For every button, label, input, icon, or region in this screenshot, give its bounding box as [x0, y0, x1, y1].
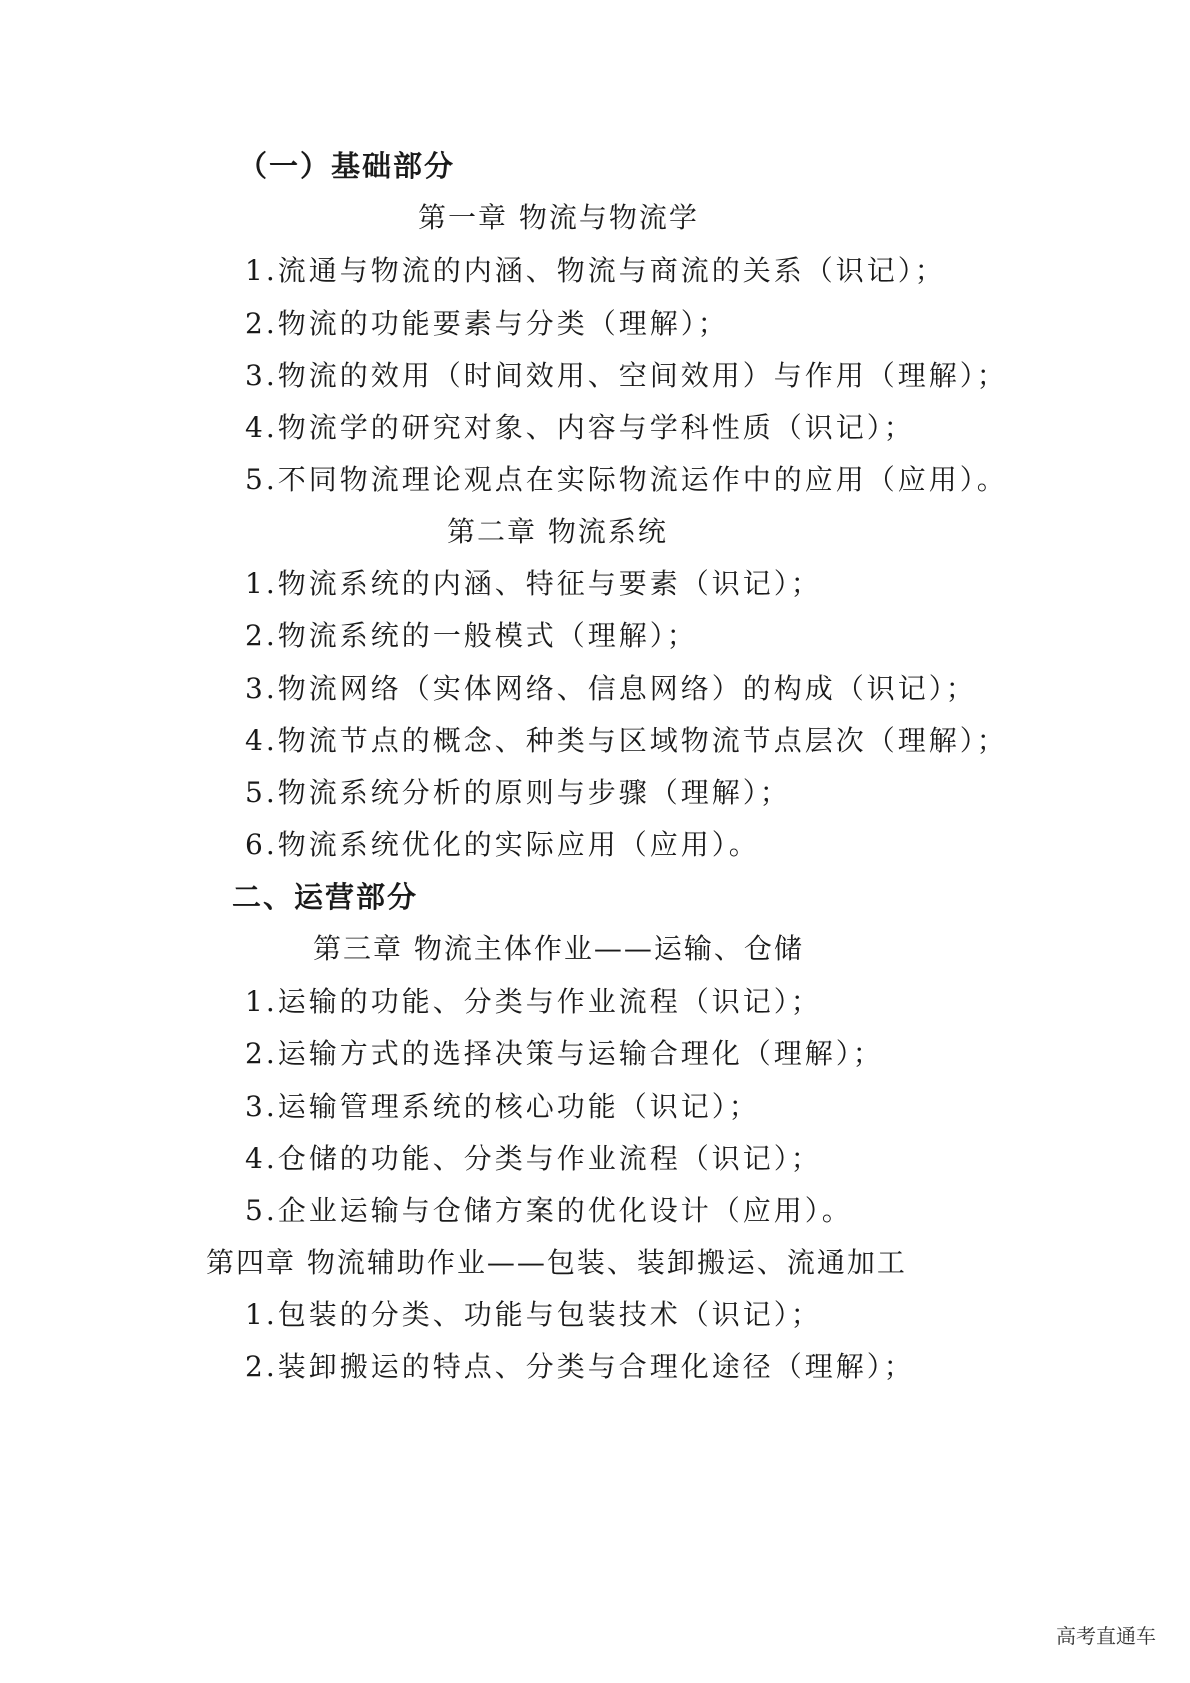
section-heading-basics: （一）基础部分: [238, 149, 456, 183]
chapter-3-title: 第三章 物流主体作业——运输、仓储: [313, 932, 804, 965]
chapter-3-item-3: 3.运输管理系统的核心功能（识记）；: [245, 1090, 760, 1123]
chapter-2-title: 第二章 物流系统: [447, 515, 668, 548]
chapter-1-item-1: 1.流通与物流的内涵、物流与商流的关系（识记）；: [245, 254, 946, 287]
chapter-3-item-4: 4.仓储的功能、分类与作业流程（识记）；: [245, 1142, 822, 1175]
chapter-1-item-2: 2.物流的功能要素与分类（理解）；: [245, 307, 729, 340]
chapter-4-item-2: 2.装卸搬运的特点、分类与合理化途径（理解）；: [245, 1350, 915, 1383]
chapter-1-title: 第一章 物流与物流学: [418, 201, 699, 234]
watermark-text: 高考直通车: [1056, 1624, 1156, 1648]
chapter-1-item-3: 3.物流的效用（时间效用、空间效用）与作用（理解）；: [245, 359, 1008, 392]
chapter-4-title: 第四章 物流辅助作业——包装、装卸搬运、流通加工: [206, 1246, 907, 1279]
chapter-3-item-5: 5.企业运输与仓储方案的优化设计（应用）。: [245, 1194, 853, 1227]
chapter-2-item-2: 2.物流系统的一般模式（理解）；: [245, 619, 698, 652]
chapter-2-item-6: 6.物流系统优化的实际应用（应用）。: [245, 828, 760, 861]
chapter-1-item-4: 4.物流学的研究对象、内容与学科性质（识记）；: [245, 411, 915, 444]
chapter-3-item-1: 1.运输的功能、分类与作业流程（识记）；: [245, 985, 822, 1018]
chapter-2-item-5: 5.物流系统分析的原则与步骤（理解）；: [245, 776, 791, 809]
chapter-2-item-4: 4.物流节点的概念、种类与区域物流节点层次（理解）；: [245, 724, 1008, 757]
chapter-4-item-1: 1.包装的分类、功能与包装技术（识记）；: [245, 1298, 822, 1331]
chapter-1-item-5: 5.不同物流理论观点在实际物流运作中的应用（应用）。: [245, 463, 1008, 496]
chapter-2-item-3: 3.物流网络（实体网络、信息网络）的构成（识记）；: [245, 672, 977, 705]
chapter-2-item-1: 1.物流系统的内涵、特征与要素（识记）；: [245, 567, 822, 600]
section-heading-operations: 二、运营部分: [232, 880, 419, 914]
chapter-3-item-2: 2.运输方式的选择决策与运输合理化（理解）；: [245, 1037, 884, 1070]
